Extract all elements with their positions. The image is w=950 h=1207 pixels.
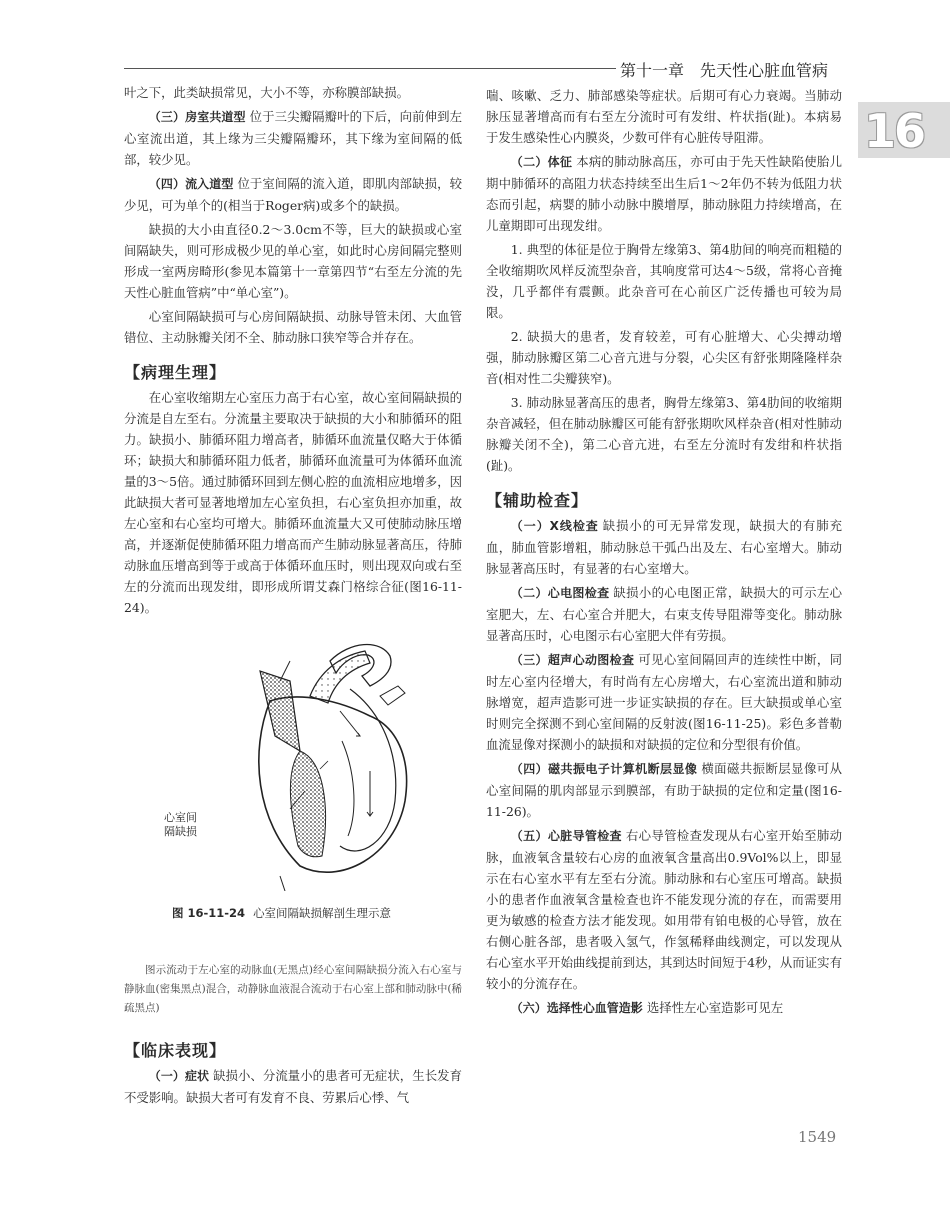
paragraph-text: 可见心室间隔回声的连续性中断，同时左心室内径增大，有时尚有左心房增大，右心室流出道和肺动脉增宽，超声造影可进一步证实缺损的存在。巨大缺损或单心室时则完全探测不到心室间隔的反射波(图16-11-25)。彩色多普勒血流显像对探测小的缺损和对缺损的定位和分型很有价值。	[486, 652, 842, 752]
subheading: （一）X线检查	[510, 519, 599, 533]
left-column	[124, 82, 462, 1111]
figure-label	[164, 811, 197, 839]
heart-anatomy-illustration	[230, 641, 420, 891]
paragraph: 1. 典型的体征是位于胸骨左缘第3、第4肋间的响亮而粗糙的全收缩期吹风样反流型杂音，其响度常可达4～5级，常将心音掩没，几乎都伴有震颤。此杂音可在心前区广泛传播也可较为局限。	[486, 242, 842, 320]
chapter-tab	[858, 102, 950, 158]
paragraph-text: 右心导管检查发现从右心室开始至肺动脉，血液氧含量较右心房的血液氧含量高出0.9Vol%以上，即显示在右心室水平有左至右分流。肺动脉和右心室压可增高。缺损小的患者作血液氧含量检查也许不能发现分流的存在，而需要用更为敏感的检查方法才能发现。如用带有铂电极的心导管，放在右侧心脏各部，患者吸入氢气，作氢稀释曲线测定，可以发现从右心室水平开始曲线提前到达，其到达时间短于4秒，从而证实有较小的分流存在。	[486, 828, 842, 991]
subheading: （六）选择性心血管造影	[510, 1001, 643, 1015]
subheading: （四）磁共振电子计算机断层显像	[510, 762, 698, 776]
paragraph-text: 缺损小的可无异常发现，缺损大的有肺充血，肺血管影增粗，肺动脉总干弧凸出及左、右心室增大。肺动脉显著高压时，有显著的右心室增大。	[486, 518, 842, 576]
paragraph	[486, 151, 842, 236]
section-heading-pathophysiology: 【病理生理】	[124, 363, 227, 382]
subheading: （三）超声心动图检查	[510, 653, 635, 667]
paragraph	[124, 106, 462, 170]
paragraph	[486, 825, 842, 994]
paragraph	[486, 649, 842, 755]
figure-label-line: 心室间	[164, 811, 197, 824]
paragraph	[486, 582, 842, 646]
paragraph: 喘、咳嗽、乏力、肺部感染等症状。后期可有心力衰竭。当肺动脉压显著增高而有右至左分流时可有发绀、杵状指(趾)。本病易于发生感染性心内膜炎，少数可伴有心脏传导阻滞。	[486, 88, 842, 145]
subheading: （二）体征	[510, 155, 573, 169]
paragraph-text: 本病的肺动脉高压，亦可由于先天性缺陷使胎儿期中肺循环的高阻力状态持续至出生后1～2年仍不转为低阻力状态而引起，病婴的肺小动脉中膜增厚，肺动脉阻力持续增高，在儿童期即可出现发绀。	[486, 154, 842, 233]
subheading: （一）症状	[148, 1069, 210, 1083]
paragraph	[486, 515, 842, 579]
page-number: 1549	[798, 1128, 837, 1146]
figure-label-line: 隔缺损	[164, 825, 197, 838]
paragraph	[124, 173, 462, 216]
header-rule	[124, 68, 616, 69]
subheading: （三）房室共道型	[148, 110, 246, 124]
paragraph: 心室间隔缺损可与心房间隔缺损、动脉导管未闭、大血管错位、主动脉瓣关闭不全、肺动脉口狭窄等合并存在。	[124, 309, 462, 345]
figure-16-11-24	[124, 621, 462, 961]
paragraph: 在心室收缩期左心室压力高于右心室，故心室间隔缺损的分流是自左至右。分流量主要取决于缺损的大小和肺循环的阻力。缺损小、肺循环阻力增高者，肺循环血流量仅略大于体循环；缺损大和肺循环阻力低者，肺循环血流量可为体循环血流量的3～5倍。通过肺循环回到左侧心腔的血流相应地增多，因此缺损大者可显著地增加左心室负担，右心室负担亦加重，故左心室和右心室均可增大。肺循环血流量大又可使肺动脉压增高，并逐渐促使肺循环阻力增高而产生肺动脉显著高压，待肺动脉血压增高到等于或高于体循环血压时，则出现双向或右至左的分流而出现发绀，即形成所谓艾森门格综合征(图16-11-24)。	[124, 390, 462, 615]
figure-title	[172, 903, 391, 924]
subheading: （五）心脏导管检查	[510, 829, 622, 843]
paragraph: 3. 肺动脉显著高压的患者，胸骨左缘第3、第4肋间的收缩期杂音减轻，但在肺动脉瓣区可能有舒张期吹风样杂音(相对性肺动脉瓣关闭不全)，第二心音亢进，右至左分流时有发绀和杵状指(趾)。	[486, 395, 842, 473]
paragraph	[486, 997, 842, 1019]
paragraph-text: 缺损小的心电图正常，缺损大的可示左心室肥大，左、右心室合并肥大，右束支传导阻滞等变化。肺动脉显著高压时，心电图示右心室肥大伴有劳损。	[486, 585, 842, 643]
paragraph: 叶之下，此类缺损常见，大小不等，亦称膜部缺损。	[124, 85, 409, 100]
paragraph	[124, 1065, 462, 1108]
paragraph-text: 位于三尖瓣隔瓣叶的下后，向前伸到左心室流出道，其上缘为三尖瓣隔瓣环，其下缘为室间隔的低部，较少见。	[124, 109, 462, 167]
paragraph-text: 选择性左心室造影可见左	[646, 1000, 784, 1015]
paragraph: 2. 缺损大的患者，发育较差，可有心脏增大、心尖搏动增强，肺动脉瓣区第二心音亢进与分裂，心尖区有舒张期隆隆样杂音(相对性二尖瓣狭窄)。	[486, 329, 842, 386]
paragraph-text: 横面磁共振断层显像可从心室间隔的肌肉部显示到膜部，有助于缺损的定位和定量(图16-11-26)。	[486, 761, 842, 819]
paragraph	[486, 758, 842, 822]
section-heading-clinical: 【临床表现】	[124, 1041, 227, 1060]
subheading: （四）流入道型	[148, 177, 234, 191]
subheading: （二）心电图检查	[510, 586, 610, 600]
chapter-tab-number: 16	[864, 104, 925, 158]
figure-number: 图 16-11-24	[172, 906, 246, 920]
paragraph-text: 位于室间隔的流入道，即肌肉部缺损，较少见，可为单个的(相当于Roger病)或多个的缺损。	[124, 176, 462, 213]
section-heading-auxiliary: 【辅助检查】	[486, 491, 589, 510]
paragraph: 缺损的大小由直径0.2～3.0cm不等，巨大的缺损或心室间隔缺失，则可形成极少见的单心室，如此时心房间隔完整则形成一室两房畸形(参见本篇第十一章第四节“右至左分流的先天性心脏血管病”中“单心室”)。	[124, 222, 462, 300]
paragraph-text: 缺损小、分流量小的患者可无症状，生长发育不受影响。缺损大者可有发育不良、劳累后心悸、气	[124, 1068, 462, 1105]
right-column	[486, 85, 842, 1022]
chapter-title: 第十一章 先天性心脏血管病	[620, 61, 829, 80]
figure-title-text: 心室间隔缺损解剖生理示意	[253, 906, 392, 920]
figure-caption: 图示流动于左心室的动脉血(无黑点)经心室间隔缺损分流入右心室与静脉血(密集黑点)混合，动静脉血液混合流动于右心室上部和肺动脉中(稀疏黑点)	[124, 964, 462, 1014]
